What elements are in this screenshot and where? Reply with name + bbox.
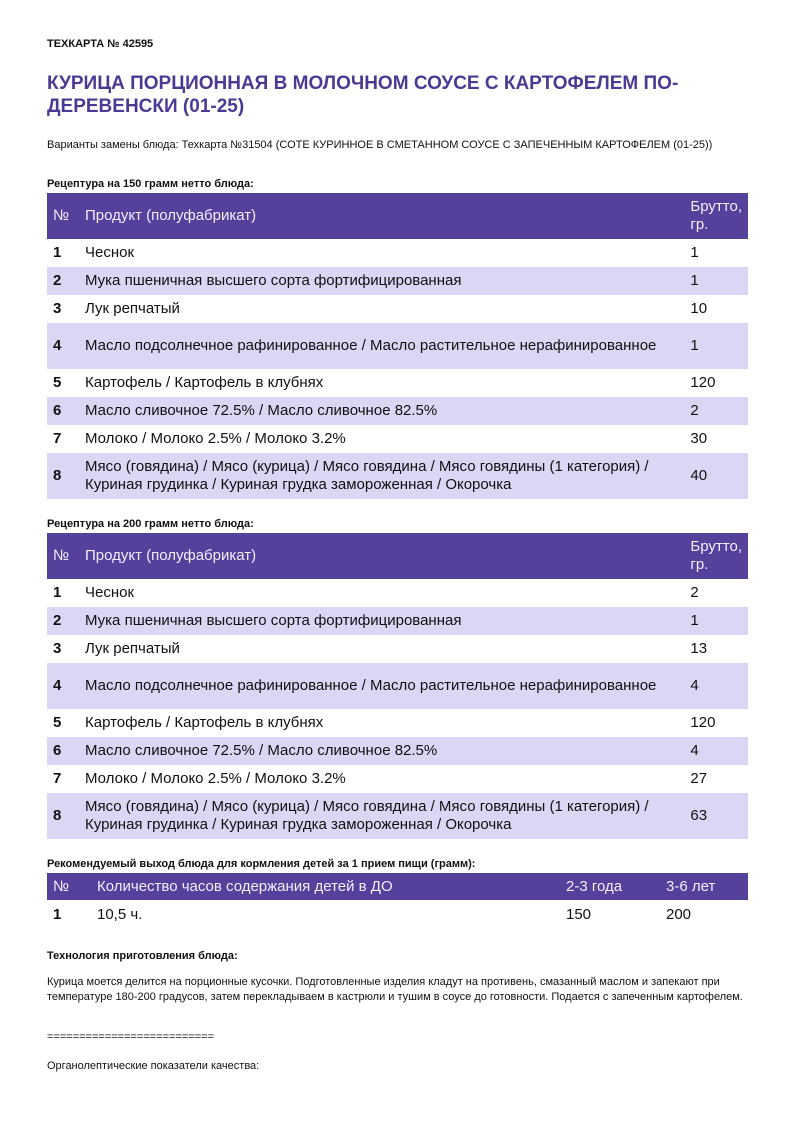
row-num: 4 <box>47 323 79 369</box>
row-product: Лук репчатый <box>85 640 180 657</box>
row-num: 2 <box>47 267 79 295</box>
table-row <box>47 635 748 663</box>
row-product: Чеснок <box>85 244 135 261</box>
row-hours: 10,5 ч. <box>97 905 143 923</box>
organoleptic-label: Органолептические показатели качества: <box>47 1060 260 1072</box>
row-gross: 1 <box>684 323 748 369</box>
col-num-header: № <box>47 873 91 900</box>
row-gross: 10 <box>690 300 708 317</box>
row-product: Чеснок <box>85 584 135 601</box>
col-product-header: Продукт (полуфабрикат) <box>79 533 684 579</box>
technology-label: Технология приготовления блюда: <box>47 950 238 962</box>
recipe-200-label: Рецептура на 200 грамм нетто блюда: <box>47 518 254 530</box>
row-gross: 2 <box>690 584 699 601</box>
dish-title: КУРИЦА ПОРЦИОННАЯ В МОЛОЧНОМ СОУСЕ С КАРТОФЕЛЕМ ПО-ДЕРЕВЕНСКИ (01-25) <box>47 73 679 117</box>
row-product: Картофель / Картофель в клубнях <box>85 714 324 731</box>
row-product: Масло подсолнечное рафинированное / Масло растительное нерафинированное <box>79 663 684 709</box>
row-gross: 120 <box>690 374 716 391</box>
row-gross: 120 <box>690 714 716 731</box>
row-gross: 27 <box>690 770 708 787</box>
row-product: Мука пшеничная высшего сорта фортифицированная <box>79 607 684 635</box>
row-gross: 2 <box>684 397 748 425</box>
recipe-200-table <box>47 533 748 839</box>
col-age-2-3-header: 2-3 года <box>560 873 660 900</box>
recipe-150-table <box>47 193 748 499</box>
table-row <box>47 453 748 499</box>
row-gross: 4 <box>684 663 748 709</box>
row-product: Мука пшеничная высшего сорта фортифицированная <box>79 267 684 295</box>
row-num: 8 <box>47 793 79 839</box>
table-row <box>47 900 748 928</box>
table-row <box>47 323 748 369</box>
recipe-150-label: Рецептура на 150 грамм нетто блюда: <box>47 178 254 190</box>
row-product: Картофель / Картофель в клубнях <box>85 374 324 391</box>
table-row <box>47 737 748 765</box>
table-row <box>47 239 748 267</box>
table-row <box>47 607 748 635</box>
row-num: 1 <box>53 905 62 923</box>
row-gross: 40 <box>684 453 748 499</box>
yield-label: Рекомендуемый выход блюда для кормления детей за 1 прием пищи (грамм): <box>47 858 476 870</box>
col-num-header: № <box>47 193 79 239</box>
row-num: 1 <box>53 584 62 601</box>
row-num: 3 <box>53 300 62 317</box>
technology-text: Курица моется делится на порционные кусочки. Подготовленные изделия кладут на противень, смазанный маслом и запекают при температуре 180-200 градусов, затем перекладываем в кастрюли и тушим в соусе до готовности. Подается с запеченным картофелем. <box>47 976 743 1003</box>
row-num: 5 <box>53 374 62 391</box>
row-gross: 13 <box>690 640 708 657</box>
row-num: 8 <box>47 453 79 499</box>
row-num: 3 <box>53 640 62 657</box>
row-gross: 4 <box>684 737 748 765</box>
replacement-variants: Варианты замены блюда: Техкарта №31504 (СОТЕ КУРИННОЕ В СМЕТАННОМ СОУСЕ С ЗАПЕЧЕННЫМ КАРТОФЕЛЕМ (01-25)) <box>47 139 713 151</box>
row-age-2-3: 150 <box>566 905 592 923</box>
row-gross: 1 <box>684 607 748 635</box>
col-age-3-6-header: 3-6 лет <box>660 873 748 900</box>
row-num: 7 <box>53 770 62 787</box>
techcard-number: ТЕХКАРТА № 42595 <box>47 38 154 50</box>
table-row <box>47 709 748 737</box>
row-num: 2 <box>47 607 79 635</box>
row-product: Лук репчатый <box>85 300 180 317</box>
row-num: 6 <box>47 737 79 765</box>
table-row <box>47 295 748 323</box>
col-num-header: № <box>47 533 79 579</box>
table-row <box>47 765 748 793</box>
row-gross: 1 <box>690 244 699 261</box>
table-row <box>47 369 748 397</box>
row-gross: 63 <box>684 793 748 839</box>
col-product-header: Продукт (полуфабрикат) <box>79 193 684 239</box>
table-row <box>47 267 748 295</box>
row-gross: 30 <box>690 430 708 447</box>
row-num: 7 <box>53 430 62 447</box>
row-product: Масло подсолнечное рафинированное / Масло растительное нерафинированное <box>79 323 684 369</box>
table-header-row <box>47 193 748 239</box>
row-age-3-6: 200 <box>666 905 692 923</box>
row-num: 1 <box>53 244 62 261</box>
row-num: 6 <box>47 397 79 425</box>
table-row <box>47 397 748 425</box>
row-num: 5 <box>53 714 62 731</box>
yield-table <box>47 873 748 928</box>
col-hours-header: Количество часов содержания детей в ДО <box>91 873 560 900</box>
col-gross-header: Брутто, гр. <box>684 533 748 579</box>
table-header-row <box>47 533 748 579</box>
table-row <box>47 793 748 839</box>
row-product: Мясо (говядина) / Мясо (курица) / Мясо говядина / Мясо говядины (1 категория) / Куриная грудинка / Куриная грудка замороженная / Окорочка <box>79 453 684 499</box>
row-gross: 1 <box>684 267 748 295</box>
row-product: Молоко / Молоко 2.5% / Молоко 3.2% <box>85 770 346 787</box>
col-gross-header: Брутто, гр. <box>684 193 748 239</box>
row-product: Масло сливочное 72.5% / Масло сливочное 82.5% <box>79 397 684 425</box>
table-row <box>47 425 748 453</box>
row-product: Молоко / Молоко 2.5% / Молоко 3.2% <box>85 430 346 447</box>
row-product: Мясо (говядина) / Мясо (курица) / Мясо говядина / Мясо говядины (1 категория) / Куриная грудинка / Куриная грудка замороженная / Окорочка <box>79 793 684 839</box>
divider-line: ========================== <box>47 1031 215 1043</box>
row-num: 4 <box>47 663 79 709</box>
table-row <box>47 579 748 607</box>
table-row <box>47 663 748 709</box>
table-header-row <box>47 873 748 900</box>
row-product: Масло сливочное 72.5% / Масло сливочное 82.5% <box>79 737 684 765</box>
